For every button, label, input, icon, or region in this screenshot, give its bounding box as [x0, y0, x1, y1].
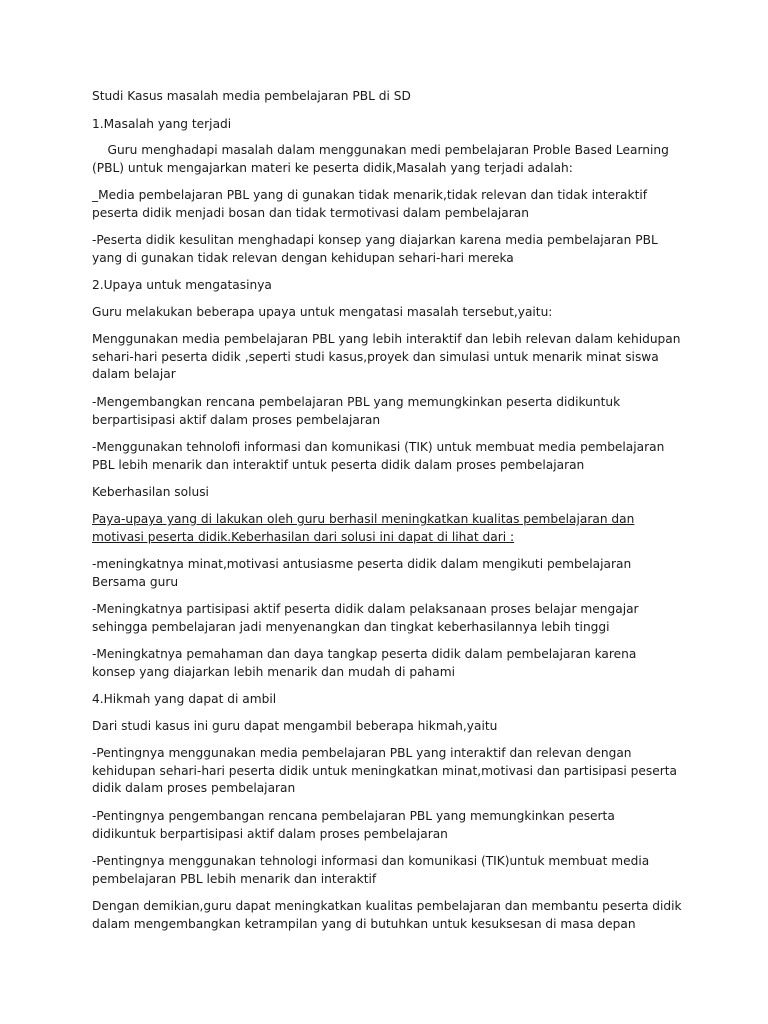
- section-heading: 4.Hikmah yang dapat di ambil: [92, 692, 277, 706]
- document-title: Studi Kasus masalah media pembelajaran PBL di SD: [92, 89, 411, 103]
- list-item: -Mengembangkan rencana pembelajaran PBL yang memungkinkan peserta didikuntuk berpartisipasi aktif dalam proses pembelajaran: [92, 395, 621, 427]
- list-item: -Pentingnya menggunakan tehnologi informasi dan komunikasi (TIK)untuk membuat media pembelajaran PBL lebih menarik dan interaktif: [92, 854, 650, 886]
- list-item: -Peserta didik kesulitan menghadapi konsep yang diajarkan karena media pembelajaran PBL yang di gunakan tidak relevan dengan kehidupan sehari-hari mereka: [92, 233, 658, 265]
- section-heading: 1.Masalah yang terjadi: [92, 117, 232, 131]
- paragraph: Guru menghadapi masalah dalam menggunakan medi pembelajaran Proble Based Learning (PBL) untuk mengajarkan materi ke peserta didik,Masalah yang terjadi adalah:: [92, 143, 673, 175]
- list-item: -Meningkatnya pemahaman dan daya tangkap peserta didik dalam pembelajaran karena konsep yang diajarkan lebih menarik dan mudah di pahami: [92, 647, 637, 679]
- paragraph: Guru melakukan beberapa upaya untuk mengatasi masalah tersebut,yaitu:: [92, 305, 553, 319]
- list-item: -meningkatnya minat,motivasi antusiasme peserta didik dalam mengikuti pembelajaran Bersama guru: [92, 557, 632, 589]
- list-item: -Pentingnya menggunakan media pembelajaran PBL yang interaktif dan relevan dengan kehidupan sehari-hari peserta didik untuk meningkatkan minat,motivasi dan partisipasi peserta didik dalam proses pembelajaran: [92, 746, 677, 795]
- list-item: -Menggunakan tehnolofi informasi dan komunikasi (TIK) untuk membuat media pembelajaran PBL lebih menarik dan interaktif untuk peserta didik dalam proses pembelajaran: [92, 440, 665, 472]
- underlined-paragraph: Paya-upaya yang di lakukan oleh guru berhasil meningkatkan kualitas pembelajaran dan motivasi peserta didik.Keberhasilan dari solusi ini dapat di lihat dari :: [92, 512, 635, 544]
- list-item: Menggunakan media pembelajaran PBL yang lebih interaktif dan lebih relevan dalam kehidupan sehari-hari peserta didik ,seperti studi kasus,proyek dan simulasi untuk menarik minat siswa dalam belajar: [92, 332, 681, 381]
- list-item: _Media pembelajaran PBL yang di gunakan tidak menarik,tidak relevan dan tidak interaktif peserta didik menjadi bosan dan tidak termotivasi dalam pembelajaran: [92, 188, 648, 220]
- section-heading: 2.Upaya untuk mengatasinya: [92, 278, 272, 292]
- section-heading: Keberhasilan solusi: [92, 485, 209, 499]
- list-item: -Meningkatnya partisipasi aktif peserta didik dalam pelaksanaan proses belajar mengajar sehingga pembelajaran jadi menyenangkan dan tingkat keberhasilannya lebih tinggi: [92, 602, 639, 634]
- list-item: -Pentingnya pengembangan rencana pembelajaran PBL yang memungkinkan peserta didikuntuk berpartisipasi aktif dalam proses pembelajaran: [92, 809, 615, 841]
- paragraph: Dari studi kasus ini guru dapat mengambil beberapa hikmah,yaitu: [92, 719, 498, 733]
- closing-paragraph: Dengan demikian,guru dapat meningkatkan kualitas pembelajaran dan membantu peserta didik dalam mengembangkan ketrampilan yang di butuhkan untuk kesuksesan di masa depan: [92, 899, 682, 931]
